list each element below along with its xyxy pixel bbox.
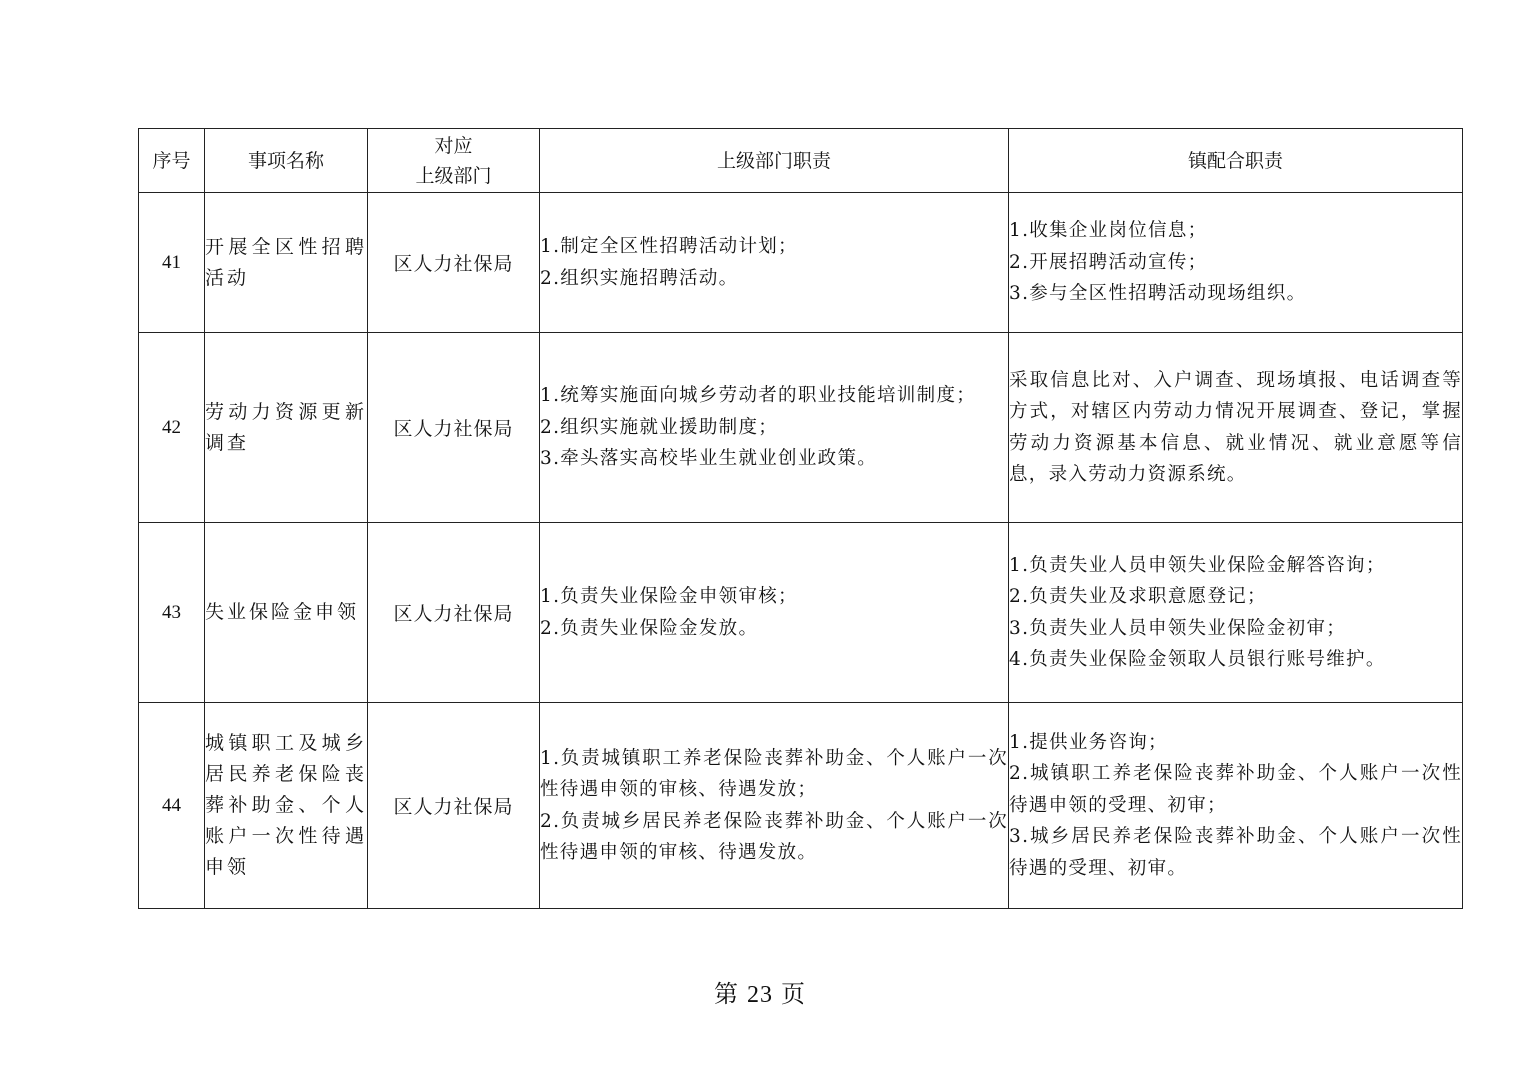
row-seq: 41	[139, 193, 205, 333]
header-item-name: 事项名称	[205, 129, 368, 193]
table-row	[139, 523, 1463, 703]
town-duty-line: 3.城乡居民养老保险丧葬补助金、个人账户一次性待遇的受理、初审。	[1009, 826, 1462, 879]
upper-duty-line: 1.统筹实施面向城乡劳动者的职业技能培训制度；	[540, 385, 977, 407]
town-duty-line: 2.负责失业及求职意愿登记；	[1009, 586, 1267, 607]
header-dept	[368, 129, 540, 193]
town-duty-line: 1.提供业务咨询；	[1009, 731, 1168, 753]
row-dept: 区人力社保局	[368, 523, 540, 703]
page-footer	[0, 974, 1520, 1009]
upper-duty-line: 2.组织实施招聘活动。	[540, 267, 739, 289]
upper-duty-line: 2.负责城乡居民养老保险丧葬补助金、个人账户一次性待遇申领的审核、待遇发放。	[540, 810, 1008, 863]
town-duty-line: 3.参与全区性招聘活动现场组织。	[1009, 283, 1307, 305]
town-duty-line: 3.负责失业人员申领失业保险金初审；	[1009, 617, 1347, 639]
upper-duty-line: 3.牵头落实高校毕业生就业创业政策。	[540, 448, 878, 470]
town-duty-line: 4.负责失业保险金领取人员银行账号维护。	[1009, 649, 1386, 670]
row-town-duty	[1009, 703, 1463, 909]
town-duty-line: 采取信息比对、入户调查、现场填报、电话调查等方式，对辖区内劳动力情况开展调查、登记，掌握劳动力资源基本信息、就业情况、就业意愿等信息，录入劳动力资源系统。	[1009, 369, 1462, 485]
row-seq: 42	[139, 333, 205, 523]
row-dept: 区人力社保局	[368, 193, 540, 333]
row-dept: 区人力社保局	[368, 333, 540, 523]
header-dept-line2: 上级部门	[415, 164, 492, 187]
row-upper-duty	[540, 193, 1009, 333]
header-dept-line1: 对应	[434, 134, 473, 157]
row-dept: 区人力社保局	[368, 703, 540, 909]
row-town-duty	[1009, 193, 1463, 333]
row-upper-duty	[540, 523, 1009, 703]
town-duty-line: 2.开展招聘活动宣传；	[1009, 251, 1208, 273]
row-upper-duty	[540, 703, 1009, 909]
row-seq: 43	[139, 523, 205, 703]
header-town-duty: 镇配合职责	[1009, 129, 1463, 193]
row-item-name: 劳动力资源更新调查	[205, 333, 368, 523]
header-seq: 序号	[139, 129, 205, 193]
table-row	[139, 193, 1463, 333]
row-item-name: 城镇职工及城乡居民养老保险丧葬补助金、个人账户一次性待遇申领	[205, 703, 368, 909]
row-town-duty	[1009, 333, 1463, 523]
page-number: 23	[747, 982, 773, 1008]
upper-duty-line: 2.组织实施就业援助制度；	[540, 416, 779, 438]
table-row	[139, 333, 1463, 523]
row-item-name: 失业保险金申领	[205, 523, 368, 703]
upper-duty-line: 1.制定全区性招聘活动计划；	[540, 236, 798, 257]
header-row	[139, 129, 1463, 193]
row-seq: 44	[139, 703, 205, 909]
header-upper-duty: 上级部门职责	[540, 129, 1009, 193]
footer-suffix: 页	[781, 982, 806, 1008]
upper-duty-line: 2.负责失业保险金发放。	[540, 617, 759, 639]
duty-table	[138, 128, 1463, 909]
town-duty-line: 2.城镇职工养老保险丧葬补助金、个人账户一次性待遇申领的受理、初审；	[1009, 763, 1462, 816]
upper-duty-line: 1.负责城镇职工养老保险丧葬补助金、个人账户一次性待遇申领的审核、待遇发放；	[540, 747, 1008, 800]
table-row	[139, 703, 1463, 909]
row-upper-duty	[540, 333, 1009, 523]
town-duty-line: 1.收集企业岗位信息；	[1009, 220, 1208, 242]
row-item-name: 开展全区性招聘活动	[205, 193, 368, 333]
row-town-duty	[1009, 523, 1463, 703]
upper-duty-line: 1.负责失业保险金申领审核；	[540, 586, 798, 607]
footer-prefix: 第	[714, 982, 739, 1008]
town-duty-line: 1.负责失业人员申领失业保险金解答咨询；	[1009, 554, 1386, 576]
